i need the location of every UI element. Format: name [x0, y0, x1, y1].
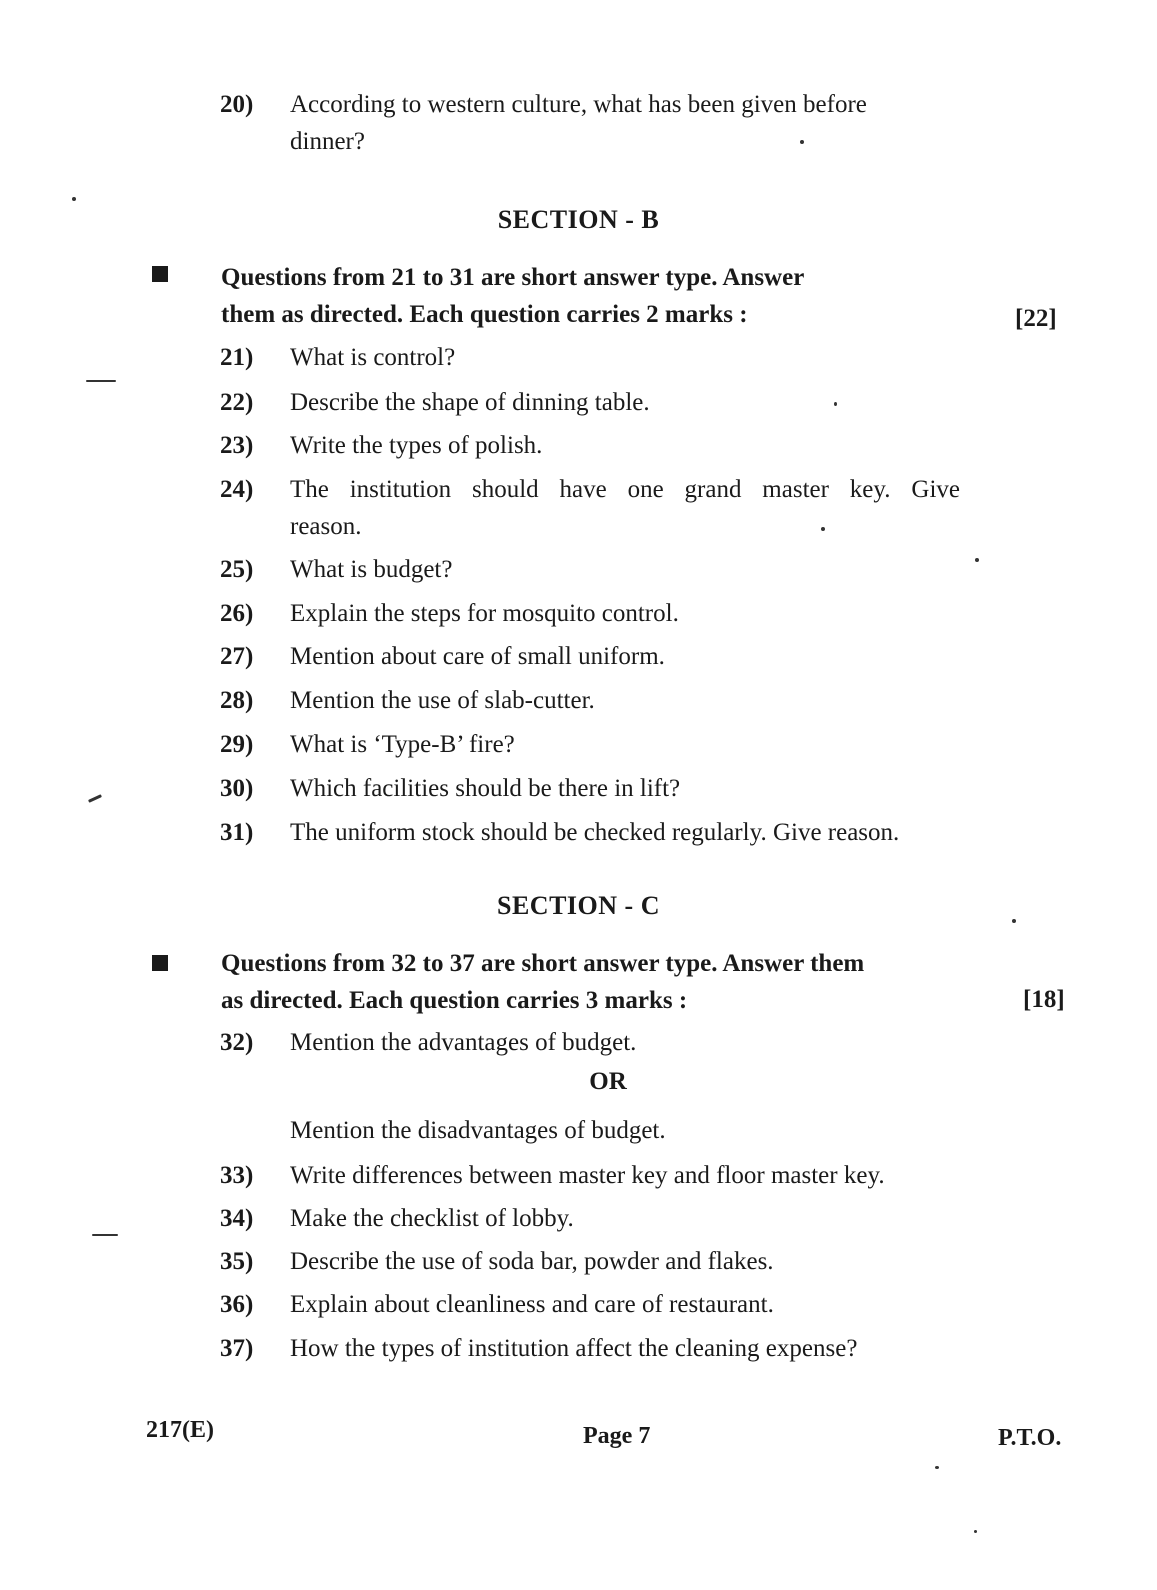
- question-text: According to western culture, what has been given before: [290, 91, 867, 118]
- question-text: The uniform stock should be checked regularly. Give reason.: [290, 819, 900, 846]
- question-number: 29): [220, 731, 254, 758]
- question-text: Mention the disadvantages of budget.: [290, 1117, 666, 1144]
- question-number: 30): [220, 775, 254, 802]
- scan-speck: [72, 197, 76, 201]
- question-text: Mention about care of small uniform.: [290, 643, 665, 670]
- square-bullet-icon: [152, 266, 168, 282]
- question-number: 20): [220, 91, 254, 118]
- question-number: 28): [220, 687, 254, 714]
- question-number: 27): [220, 643, 254, 670]
- question-number: 35): [220, 1248, 254, 1275]
- question-text: What is budget?: [290, 556, 453, 583]
- question-number: 32): [220, 1029, 254, 1056]
- scan-speck: [88, 794, 102, 803]
- scan-speck: [800, 140, 804, 144]
- question-number: 25): [220, 556, 254, 583]
- question-number: 26): [220, 600, 254, 627]
- question-number: 34): [220, 1205, 254, 1232]
- question-text: Make the checklist of lobby.: [290, 1205, 574, 1232]
- question-text: What is control?: [290, 344, 456, 371]
- question-number: 21): [220, 344, 254, 371]
- question-number: 24): [220, 476, 254, 503]
- question-text: The institution should have one grand master key. Give: [290, 476, 960, 503]
- scan-speck: [821, 527, 825, 531]
- section-b-instruction-line2: them as directed. Each question carries 2 marks :: [221, 301, 748, 328]
- scan-speck: [974, 1530, 977, 1533]
- section-b-instruction-line1: Questions from 21 to 31 are short answer type. Answer: [221, 264, 805, 291]
- scan-speck: [1012, 919, 1016, 923]
- scan-speck: [834, 402, 837, 406]
- question-text: Describe the shape of dinning table.: [290, 389, 650, 416]
- section-b-title: SECTION - B: [497, 205, 660, 234]
- section-b-marks: [22]: [1015, 305, 1057, 332]
- section-c-marks: [18]: [1023, 986, 1065, 1013]
- question-text: What is ‘Type-B’ fire?: [290, 731, 515, 758]
- question-text: Explain the steps for mosquito control.: [290, 600, 679, 627]
- scan-speck: [975, 558, 979, 562]
- question-number: 33): [220, 1162, 254, 1189]
- question-text: Which facilities should be there in lift?: [290, 775, 681, 802]
- question-number: 22): [220, 389, 254, 416]
- question-text: Explain about cleanliness and care of restaurant.: [290, 1291, 774, 1318]
- scan-speck: [935, 1466, 939, 1469]
- paper-code: 217(E): [146, 1417, 214, 1443]
- question-text: How the types of institution affect the cleaning expense?: [290, 1335, 858, 1362]
- or-label: OR: [589, 1068, 627, 1095]
- square-bullet-icon: [152, 955, 168, 971]
- scan-speck: [92, 1234, 118, 1236]
- section-c-title: SECTION - C: [497, 891, 660, 920]
- question-text: Describe the use of soda bar, powder and flakes.: [290, 1248, 774, 1275]
- question-text-continuation: reason.: [290, 513, 362, 540]
- question-number: 31): [220, 819, 254, 846]
- question-text: Mention the use of slab-cutter.: [290, 687, 595, 714]
- question-number: 23): [220, 432, 254, 459]
- section-c-instruction-line2: as directed. Each question carries 3 marks :: [221, 987, 688, 1014]
- question-text: Write the types of polish.: [290, 432, 543, 459]
- please-turn-over: P.T.O.: [998, 1425, 1062, 1451]
- question-number: 36): [220, 1291, 254, 1318]
- question-text: Mention the advantages of budget.: [290, 1029, 637, 1056]
- page-number: Page 7: [583, 1423, 651, 1449]
- section-c-instruction-line1: Questions from 32 to 37 are short answer type. Answer them: [221, 950, 865, 977]
- question-text: Write differences between master key and floor master key.: [290, 1162, 885, 1189]
- question-number: 37): [220, 1335, 254, 1362]
- question-text-continuation: dinner?: [290, 128, 365, 155]
- scan-speck: [86, 380, 116, 382]
